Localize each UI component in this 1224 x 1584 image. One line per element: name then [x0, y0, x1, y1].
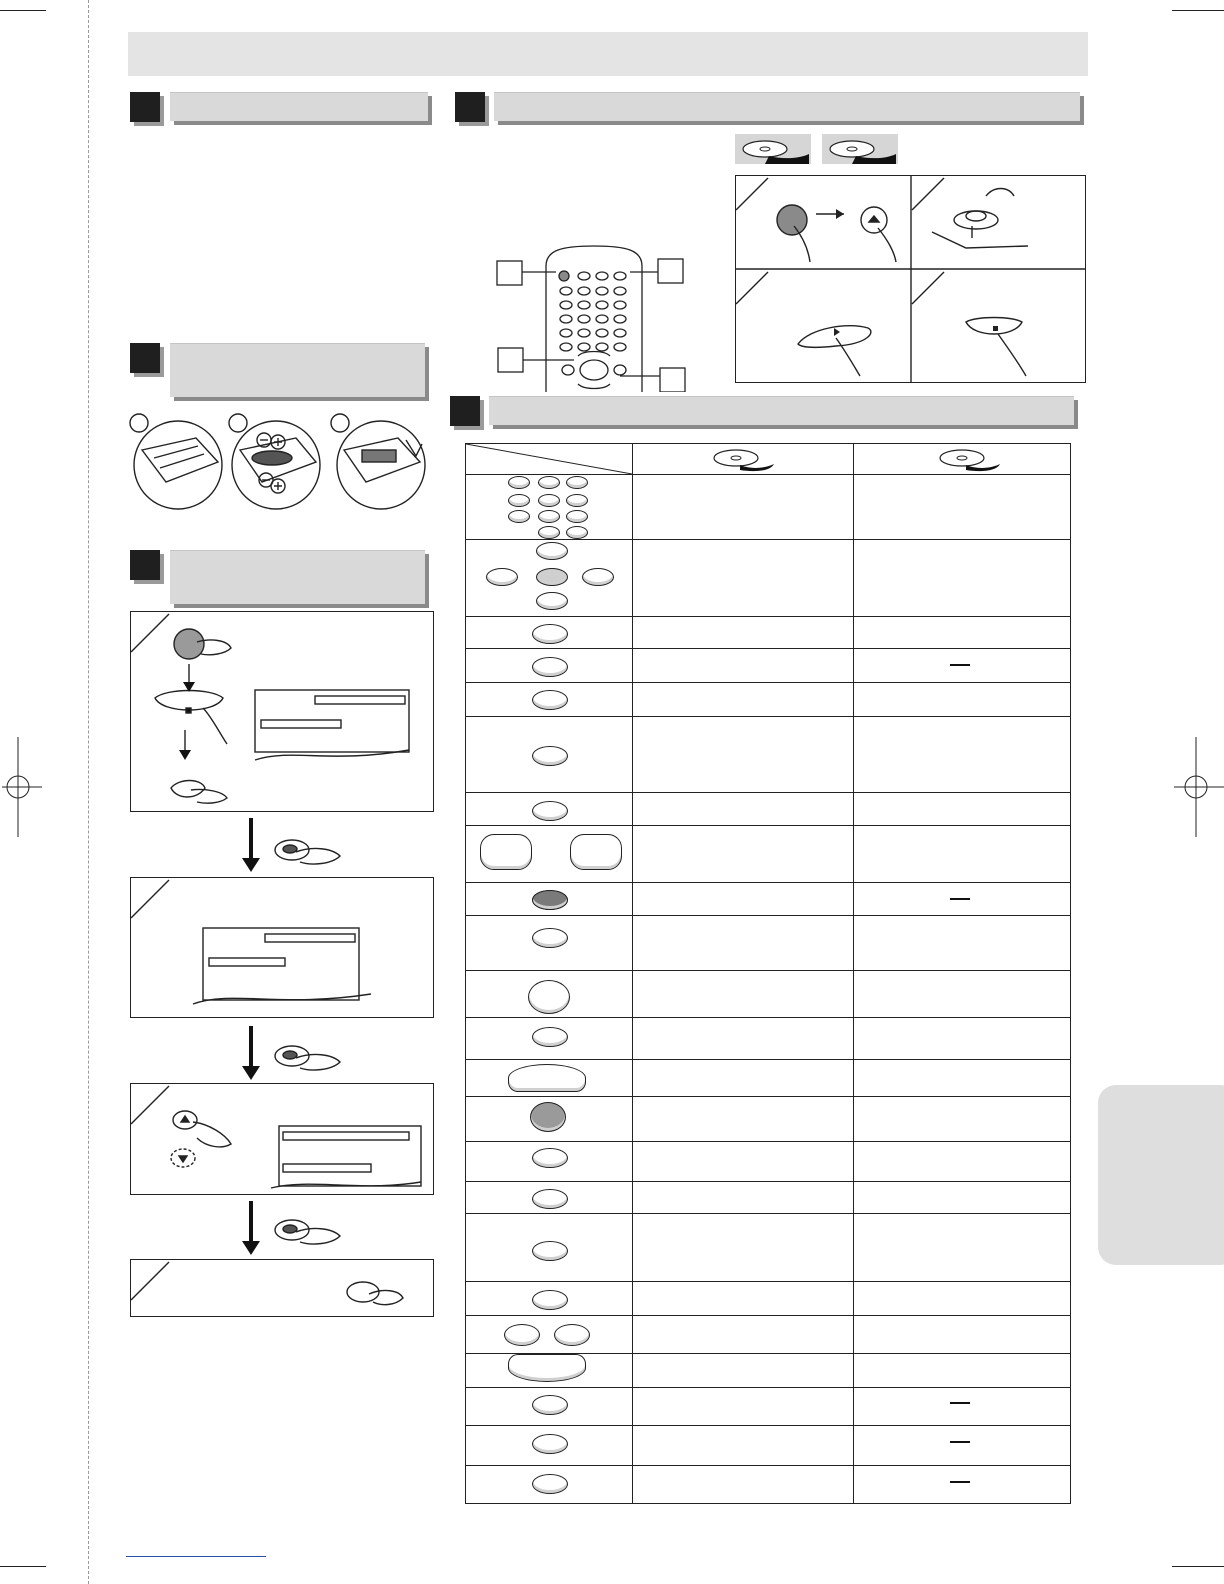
playback-steps-illustration: [736, 176, 1085, 382]
return-button-icon: [532, 1189, 568, 1209]
flow-arrow-head: [242, 1066, 260, 1080]
section-bar-5: [489, 396, 1074, 425]
arrow-down-button-icon: [536, 592, 568, 610]
setup-step-1-illustration: [131, 612, 433, 811]
number-button-icon: [538, 494, 560, 507]
function-table: [465, 443, 1071, 1504]
table-row-line: [466, 1465, 1070, 1466]
table-row-line: [466, 970, 1070, 971]
table-row-line: [466, 682, 1070, 683]
remote-control-icon: [494, 244, 694, 392]
table-row-line: [466, 1281, 1070, 1282]
hand-press-icon: [272, 1040, 344, 1074]
table-row-line: [466, 1181, 1070, 1182]
section-number-3: [130, 550, 160, 580]
table-col-line: [853, 444, 854, 1503]
cut-line: [88, 0, 89, 1584]
number-button-icon: [508, 494, 530, 507]
remote-button-icon: [532, 624, 568, 644]
pause-button-icon: [532, 1027, 568, 1047]
rewind-button-icon: [480, 834, 532, 870]
table-row-line: [466, 882, 1070, 883]
remote-button-icon: [532, 1290, 568, 1310]
section-bar-2: [170, 343, 425, 397]
table-row-line: [466, 792, 1070, 793]
table-row-line: [466, 616, 1070, 617]
table-row-line: [466, 539, 1070, 540]
table-row-line: [466, 825, 1070, 826]
playback-steps-grid: [735, 175, 1086, 383]
remote-button-icon: [532, 1148, 568, 1168]
setup-step-4: [130, 1259, 434, 1317]
table-row-line: [466, 1425, 1070, 1426]
section-number-5: [450, 396, 480, 426]
remote-button-icon: [532, 1474, 568, 1494]
section-bar-4: [494, 92, 1080, 121]
footer-rule: [126, 1556, 266, 1557]
side-tab: [1098, 1085, 1224, 1265]
setup-step-2-illustration: [131, 878, 433, 1017]
crop-mark-bottom-left: [0, 1566, 46, 1567]
registration-mark-icon: [1174, 737, 1224, 837]
play-button-icon: [508, 1064, 586, 1092]
setup-step-3: [130, 1083, 434, 1195]
flow-arrow-head: [242, 858, 260, 872]
table-header-cd: [932, 446, 1008, 477]
play-mode-button-icon: [532, 890, 568, 910]
table-row-line: [466, 716, 1070, 717]
battery-install-illustration: [126, 410, 436, 520]
not-applicable-dash: [950, 664, 970, 666]
setup-step-1: [130, 611, 434, 812]
number-button-icon: [566, 494, 588, 507]
remote-button-icon: [532, 690, 568, 710]
table-row-line: [466, 1096, 1070, 1097]
disc-chip-dvd: [735, 134, 811, 164]
disc-icon: [932, 446, 1008, 472]
number-button-icon: [566, 526, 588, 539]
disc-icon: [822, 134, 898, 164]
registration-mark-icon: [2, 737, 42, 837]
remote-button-icon: [532, 801, 568, 821]
section-bar-1: [170, 92, 428, 121]
top-menu-button-icon: [530, 1102, 566, 1132]
table-row-line: [466, 1059, 1070, 1060]
number-button-icon: [508, 476, 530, 489]
flow-arrow: [249, 818, 253, 858]
flow-arrow: [249, 1201, 253, 1241]
stop-button-icon: [508, 1354, 586, 1382]
flow-arrow: [249, 1026, 253, 1066]
skip-back-button-icon: [504, 1324, 540, 1346]
hand-press-icon: [272, 1214, 344, 1248]
setup-step-4-illustration: [131, 1260, 433, 1316]
crop-mark-top-right: [1172, 10, 1224, 11]
section-number-2: [130, 343, 160, 373]
table-row-line: [466, 1315, 1070, 1316]
skip-forward-button-icon: [554, 1324, 590, 1346]
table-row-line: [466, 1141, 1070, 1142]
number-button-icon: [566, 510, 588, 523]
table-col-line: [632, 444, 633, 1503]
disc-chip-cd: [822, 134, 898, 164]
arrow-up-button-icon: [536, 542, 568, 560]
arrow-left-button-icon: [486, 568, 518, 586]
remote-button-icon: [532, 657, 568, 677]
table-row-line: [466, 474, 1070, 475]
remote-button-icon: [532, 1395, 568, 1415]
enter-button-icon: [536, 568, 568, 586]
fast-forward-button-icon: [570, 834, 622, 870]
section-bar-3: [170, 550, 425, 604]
hand-press-icon: [272, 834, 344, 868]
section-number-1: [130, 92, 160, 122]
table-row-line: [466, 1387, 1070, 1388]
table-row-line: [466, 648, 1070, 649]
eject-button-icon: [528, 980, 570, 1014]
table-header-dvd: [706, 446, 782, 477]
number-button-icon: [538, 476, 560, 489]
number-button-icon: [566, 476, 588, 489]
table-row-line: [466, 1213, 1070, 1214]
crop-mark-bottom-right: [1172, 1566, 1224, 1567]
number-button-icon: [538, 526, 560, 539]
table-row-line: [466, 915, 1070, 916]
setup-step-2: [130, 877, 434, 1018]
number-button-icon: [538, 510, 560, 523]
remote-button-icon: [532, 928, 568, 948]
page-header-band: [128, 32, 1088, 76]
not-applicable-dash: [950, 1402, 970, 1404]
not-applicable-dash: [950, 1441, 970, 1443]
remote-button-icon: [532, 746, 568, 766]
remote-button-icon: [532, 1434, 568, 1454]
flow-arrow-head: [242, 1241, 260, 1255]
disc-icon: [735, 134, 811, 164]
not-applicable-dash: [950, 1481, 970, 1483]
arrow-right-button-icon: [582, 568, 614, 586]
setup-step-3-illustration: [131, 1084, 433, 1194]
section-number-4: [455, 92, 485, 122]
crop-mark-top-left: [0, 10, 46, 11]
table-row-line: [466, 1017, 1070, 1018]
number-button-icon: [508, 510, 530, 523]
remote-button-icon: [532, 1241, 568, 1261]
disc-icon: [706, 446, 782, 472]
not-applicable-dash: [950, 898, 970, 900]
